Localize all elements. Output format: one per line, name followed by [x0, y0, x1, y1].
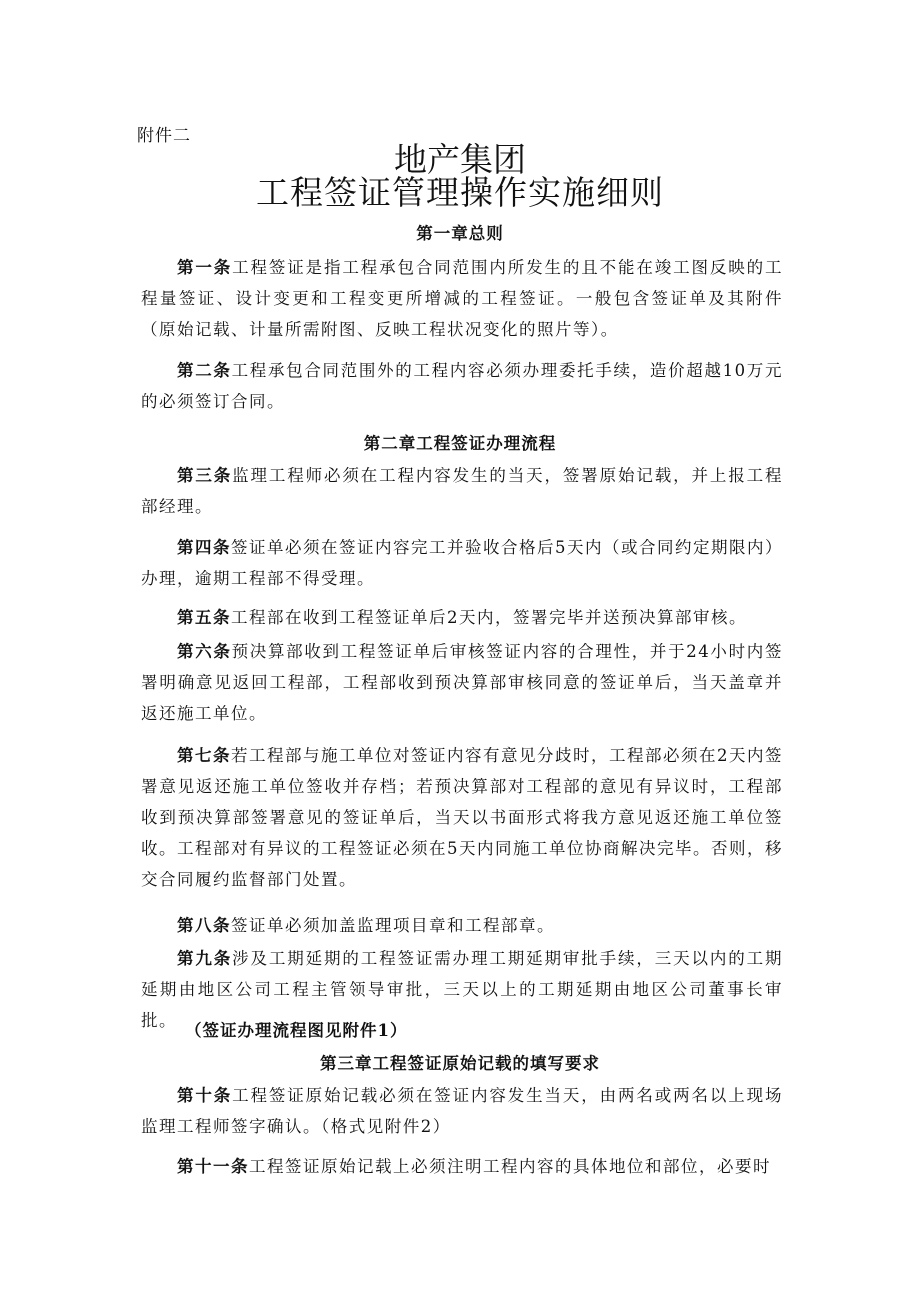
- article-label: 第十条: [177, 1086, 233, 1105]
- chapter-1-heading: 第一章总则: [416, 224, 504, 243]
- article-text: 工程签证原始记载必须在签证内容发生当天，由两名或两名以上现场监理工程师签字确认。（格式见附件2）: [141, 1086, 783, 1136]
- article-text: 涉及工期延期的工程签证需办理工期延期审批手续，三天以内的工期延期由地区公司工程主管领导审批，三天以上的工期延期由地区公司董事长审批。: [141, 949, 783, 1030]
- article-label: 第四条: [177, 538, 231, 557]
- flowchart-note: （签证办理流程图见附件1）: [185, 1021, 408, 1040]
- document-title-line1: 地产集团: [394, 140, 526, 179]
- article-1: [141, 252, 783, 345]
- article-label: 第三条: [177, 466, 233, 485]
- article-label: 第五条: [177, 608, 231, 627]
- article-label: 第一条: [177, 258, 233, 277]
- article-text: 签证单必须加盖监理项目章和工程部章。: [231, 916, 555, 935]
- article-11: [141, 1151, 783, 1182]
- article-8: [141, 910, 783, 941]
- article-label: 第六条: [177, 642, 232, 661]
- chapter-2-heading: 第二章工程签证办理流程: [363, 434, 557, 453]
- article-label: 第十一条: [177, 1157, 249, 1176]
- article-2: [141, 355, 783, 417]
- chapter-3-heading: 第三章工程签证原始记载的填写要求: [320, 1054, 600, 1073]
- article-text: 若工程部与施工单位对签证内容有意见分歧时，工程部必须在2天内签署意见返还施工单位签收并存档；若预决算部对工程部的意见有异议时，工程部收到预决算部签署意见的签证单后，当天以书面形式将我方意见返还施工单位签收。工程部对有异议的工程签证必须在5天内同施工单位协商解决完毕。否则，移交合同履约监督部门处置。: [141, 746, 783, 889]
- article-text: 预决算部收到工程签证单后审核签证内容的合理性，并于24小时内签署明确意见返回工程部，工程部收到预决算部审核同意的签证单后，当天盖章并返还施工单位。: [141, 642, 783, 723]
- article-text: 签证单必须在签证内容完工并验收合格后5天内（或合同约定期限内）办理，逾期工程部不得受理。: [141, 538, 783, 588]
- article-5: [141, 602, 783, 633]
- document-title-line2: 工程签证管理操作实施细则: [256, 173, 664, 212]
- article-7: [141, 740, 783, 895]
- annex-label: 附件二: [137, 126, 191, 146]
- article-6: [141, 636, 783, 729]
- article-label: 第九条: [177, 949, 233, 968]
- article-text: 监理工程师必须在工程内容发生的当天，签署原始记载，并上报工程部经理。: [141, 466, 783, 516]
- article-label: 第二条: [177, 361, 232, 380]
- article-text: 工程承包合同范围外的工程内容必须办理委托手续，造价超越10万元的必须签订合同。: [141, 361, 783, 411]
- article-text: 工程部在收到工程签证单后2天内，签署完毕并送预决算部审核。: [231, 608, 747, 627]
- article-label: 第八条: [177, 916, 231, 935]
- article-text: 工程签证原始记载上必须注明工程内容的具体地位和部位，必要时: [249, 1157, 771, 1176]
- article-10: [141, 1080, 783, 1142]
- article-label: 第七条: [177, 746, 231, 765]
- article-3: [141, 460, 783, 522]
- article-4: [141, 532, 783, 594]
- article-text: 工程签证是指工程承包合同范围内所发生的且不能在竣工图反映的工程量签证、设计变更和工程变更所增减的工程签证。一般包含签证单及其附件（原始记载、计量所需附图、反映工程状况变化的照片等）。: [141, 258, 783, 339]
